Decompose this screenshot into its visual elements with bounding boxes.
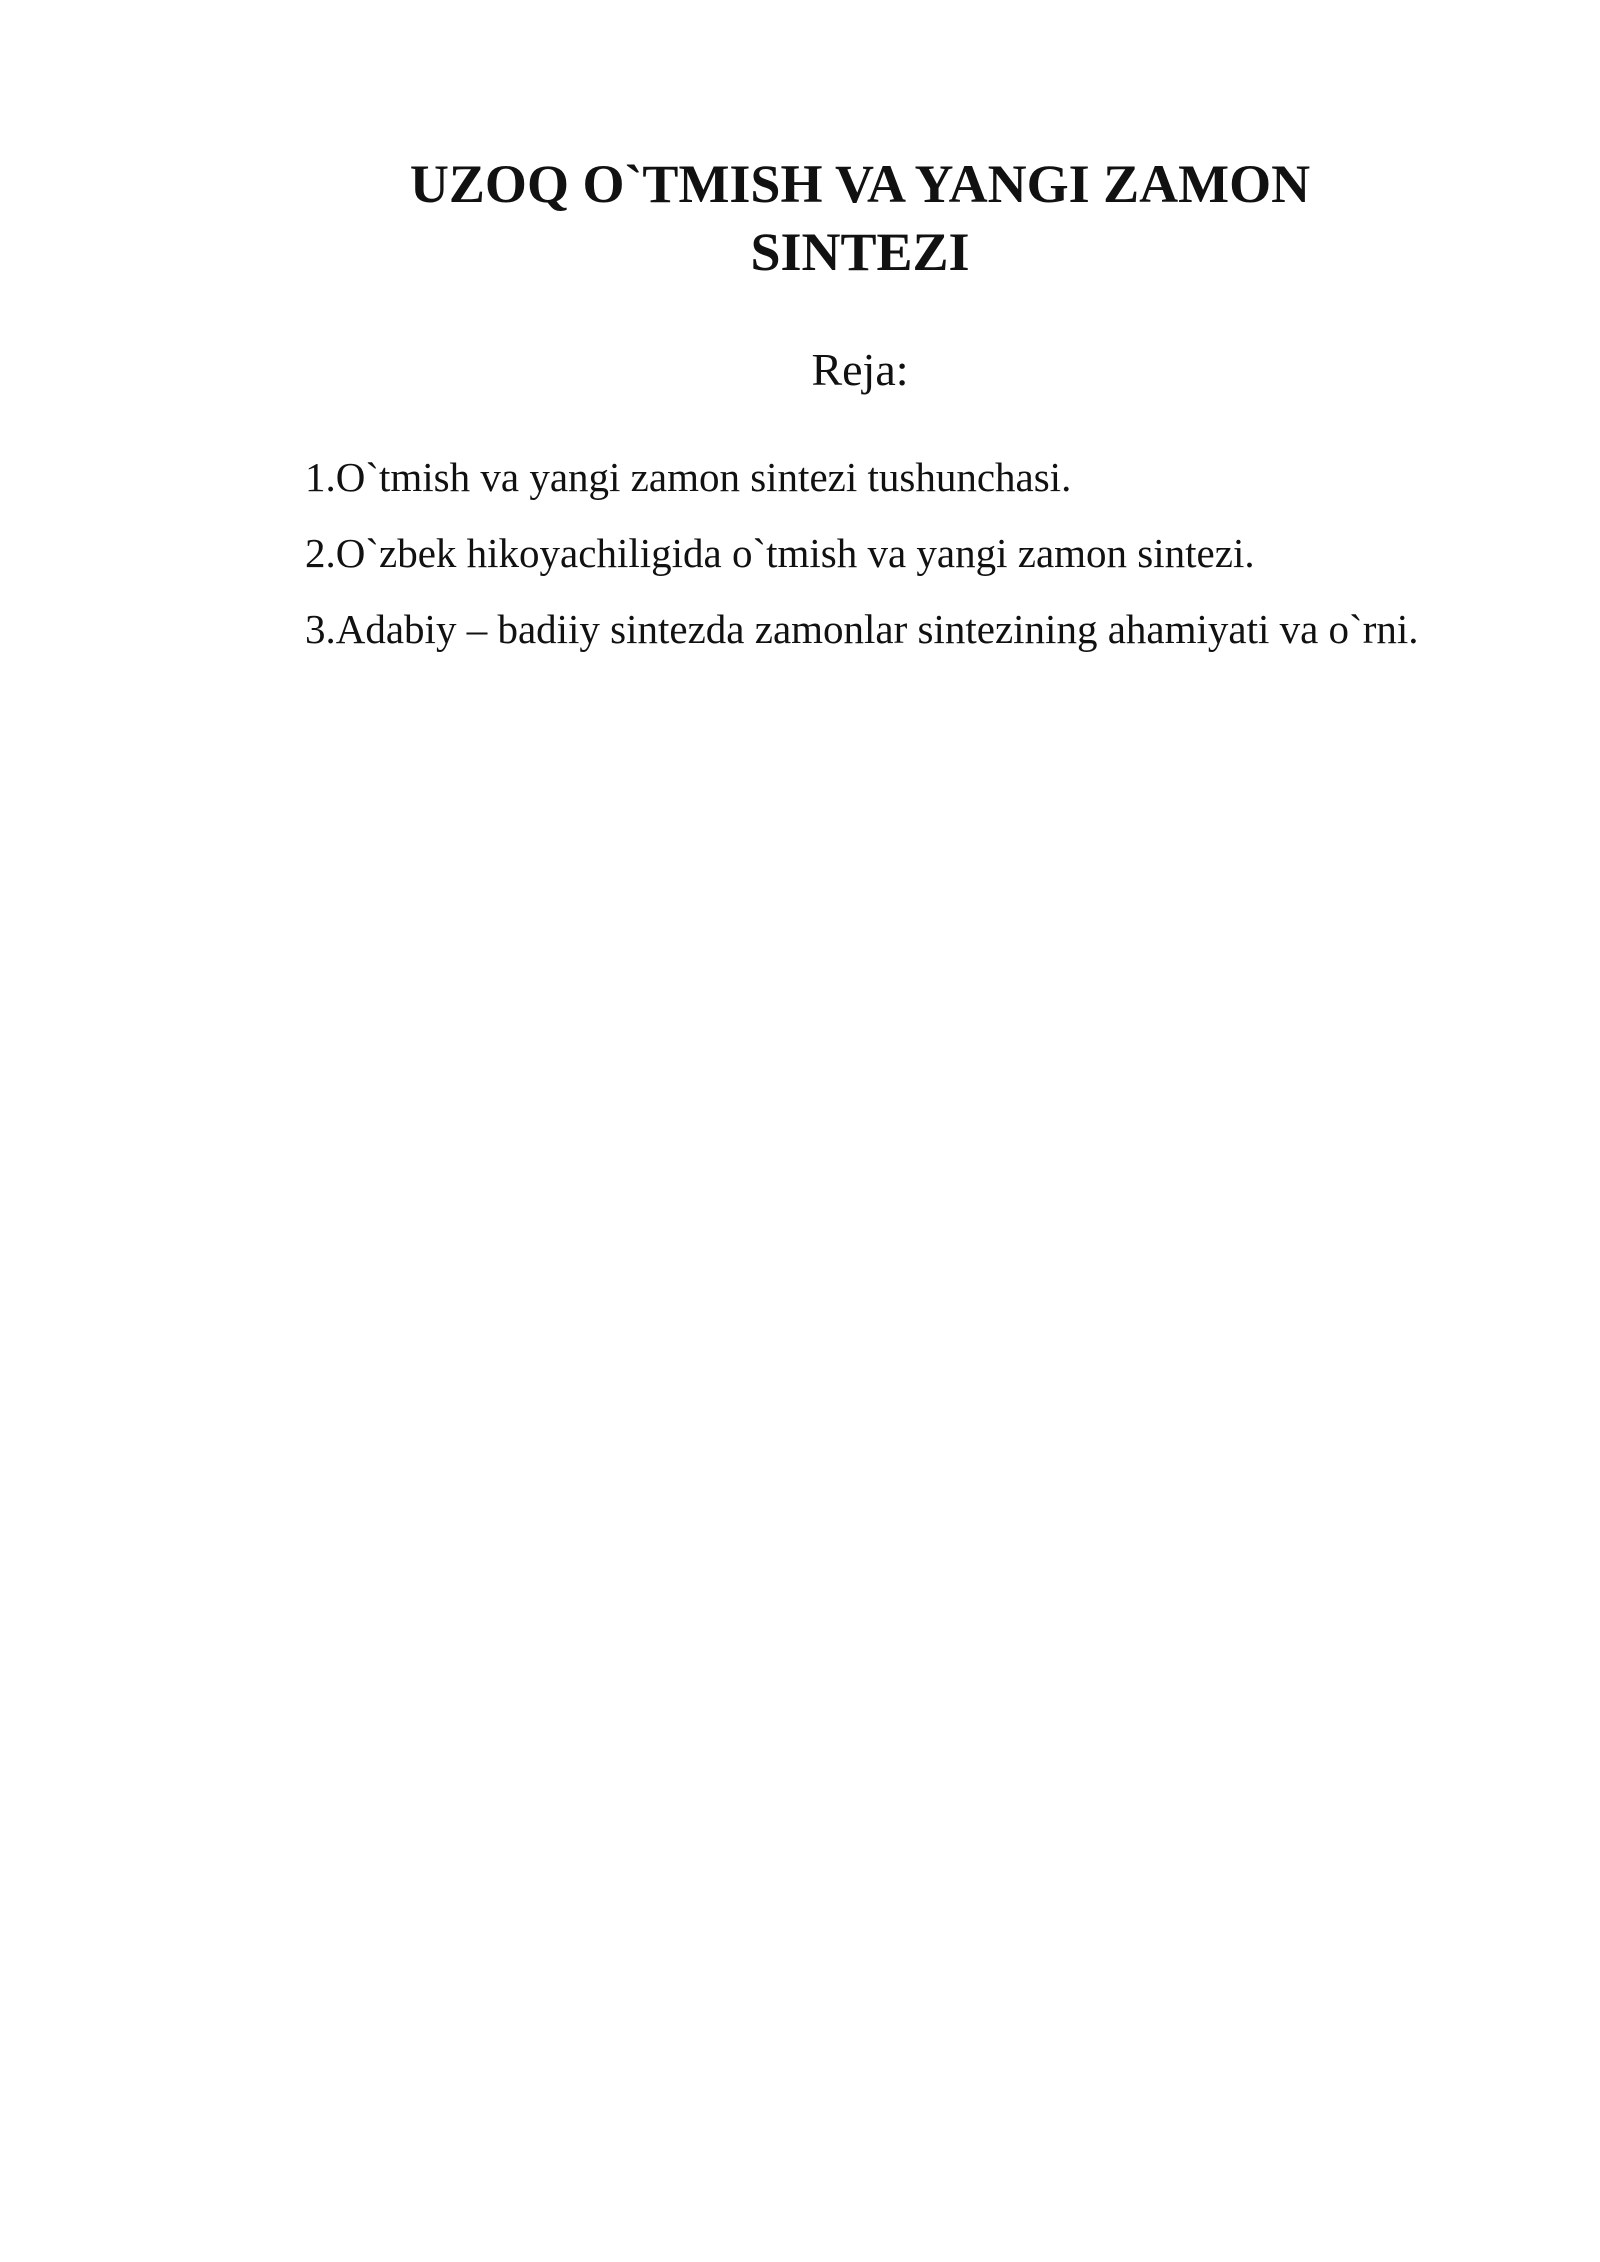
title-line-2: SINTEZI <box>750 222 970 282</box>
plan-list <box>305 452 1505 680</box>
plan-heading: Reja: <box>811 344 909 395</box>
document-title <box>300 150 1420 286</box>
title-line-1: UZOQ O`TMISH VA YANGI ZAMON <box>409 154 1311 214</box>
plan-item-2: 2.O`zbek hikoyachiligida o`tmish va yangi zamon sintezi. <box>305 530 1255 576</box>
plan-item-3: 3.Adabiy – badiiy sintezda zamonlar sintezining ahamiyati va o`rni. <box>305 606 1419 652</box>
plan-item-1: 1.O`tmish va yangi zamon sintezi tushunchasi. <box>305 454 1072 500</box>
